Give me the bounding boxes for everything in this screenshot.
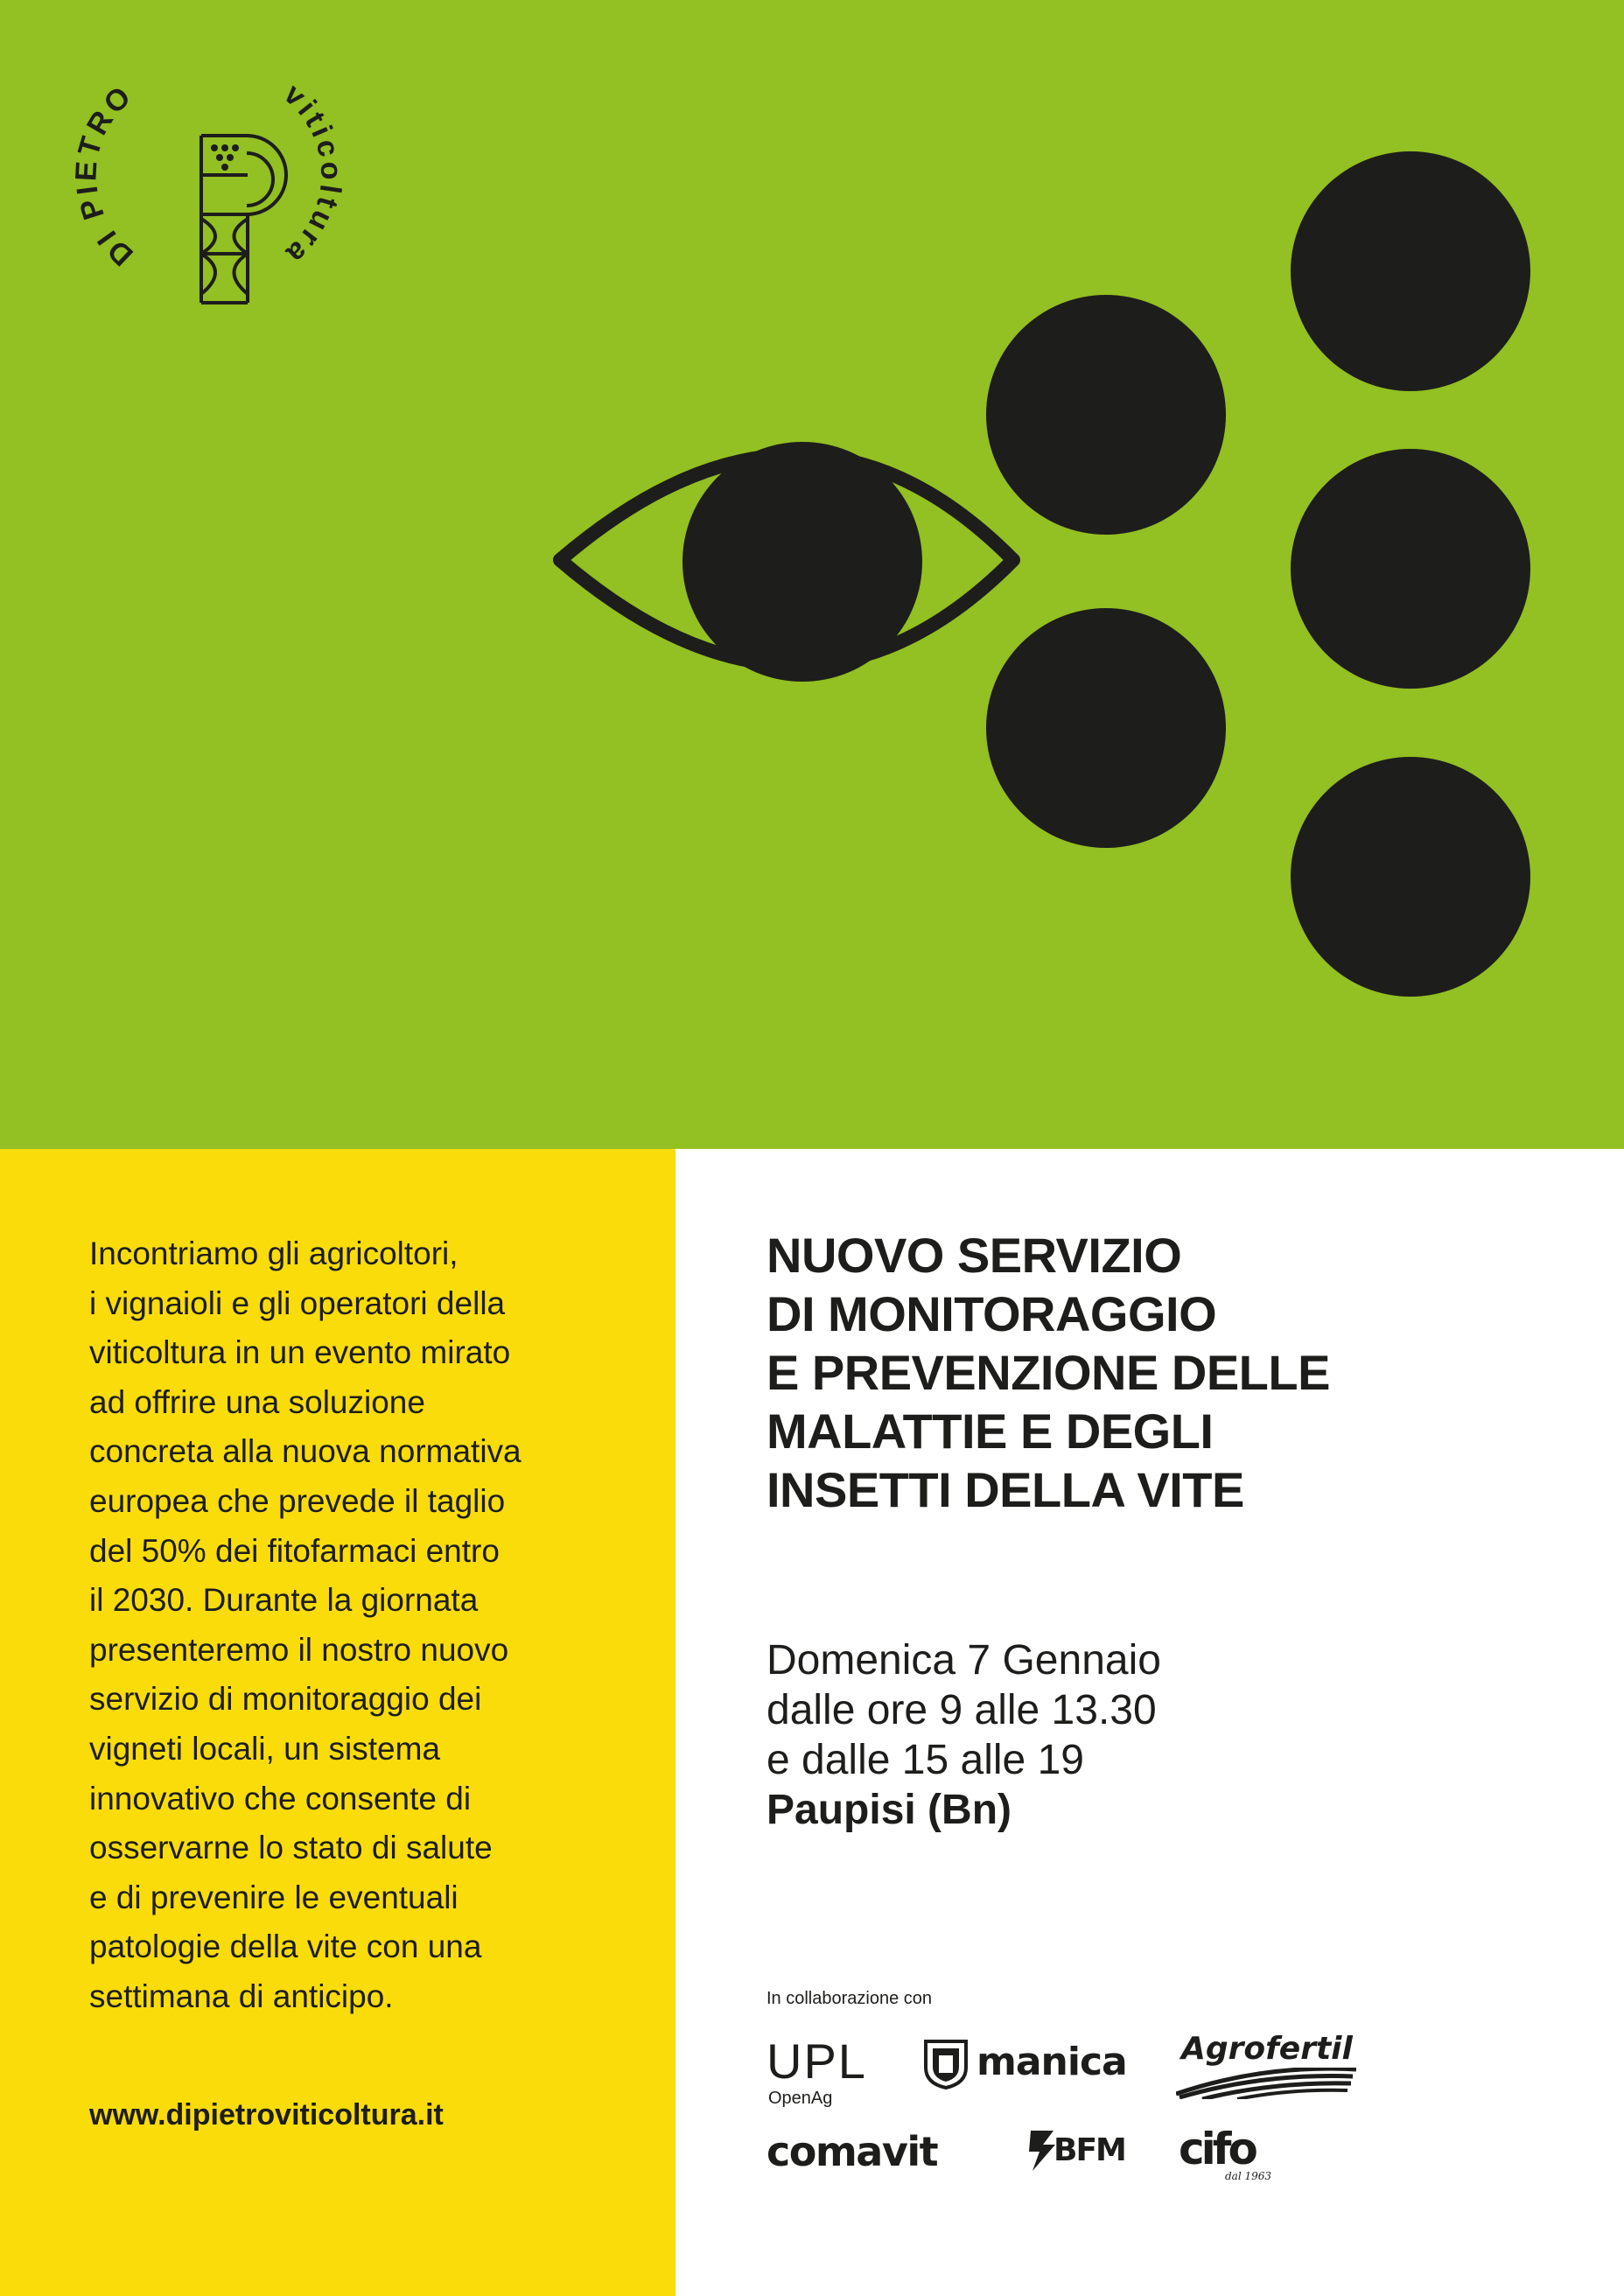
grape-berry-icon: [986, 295, 1226, 535]
partner-logo-comavit: comavit: [766, 2128, 938, 2175]
brand-tagline-arc: viticoltura: [277, 77, 348, 273]
event-time-morning: dalle ore 9 alle 13.30: [766, 1687, 1157, 1733]
brand-name-arc: DI PIETRO: [69, 78, 140, 273]
event-place: Paupisi (Bn): [766, 1787, 1012, 1833]
grape-berry-icon: [1291, 449, 1530, 689]
eye-icon: [560, 442, 1013, 682]
event-details: [766, 1635, 1161, 1835]
grape-berry-icon: [986, 608, 1226, 848]
intro-text: Incontriamo gli agricoltori, i vignaioli e gli operatori della viticoltura in un evento mirato ad offrire una soluzione concreta alla nuova normativa europea che prevede il taglio del 50% dei fitofarmaci entro il 2030. Durante la giornata presenteremo il nostro nuovo servizio di monitoraggio dei vigneti locali, un sistema innovativo che consente di osservarne lo stato di salute e di prevenire le eventuali patologie della vite con una settimana di anticipo.: [89, 1236, 522, 2014]
brand-monogram-grapes-icon: [211, 144, 239, 171]
grape-berry-icon: [1291, 757, 1530, 997]
agrofertil-field-icon: [1176, 2068, 1356, 2104]
partner-logo-cifo: cifo: [1179, 2124, 1255, 2174]
event-panel: [676, 1149, 1624, 2296]
partner-logo-bfm: BFM: [1054, 2132, 1125, 2168]
collaboration-label: In collaborazione con: [766, 1989, 933, 2008]
grape-berries: [986, 151, 1530, 997]
partner-logo-upl: UPL: [766, 2034, 867, 2089]
brand-monogram-icon: [201, 136, 286, 303]
partner-logo-agrofertil: Agrofertil: [1181, 2031, 1353, 2067]
grape-berry-icon: [1291, 151, 1530, 391]
brand-logo: [69, 77, 347, 303]
partner-logo-upl-subtitle: OpenAg: [768, 2089, 833, 2108]
partner-logo-cifo-subtitle: dal 1963: [1225, 2170, 1272, 2182]
website-link[interactable]: www.dipietroviticoltura.it: [89, 2098, 444, 2132]
event-headline: NUOVO SERVIZIO DI MONITORAGGIO E PREVENZIONE DELLE MALATTIE E DEGLI INSETTI DELLA VITE: [766, 1228, 1330, 1517]
event-time-afternoon: e dalle 15 alle 19: [766, 1737, 1084, 1783]
manica-shield-icon: [922, 2038, 970, 2095]
partner-logo-manica: manica: [976, 2040, 1127, 2084]
event-date: Domenica 7 Gennaio: [766, 1637, 1161, 1684]
intro-panel: [0, 1149, 676, 2296]
